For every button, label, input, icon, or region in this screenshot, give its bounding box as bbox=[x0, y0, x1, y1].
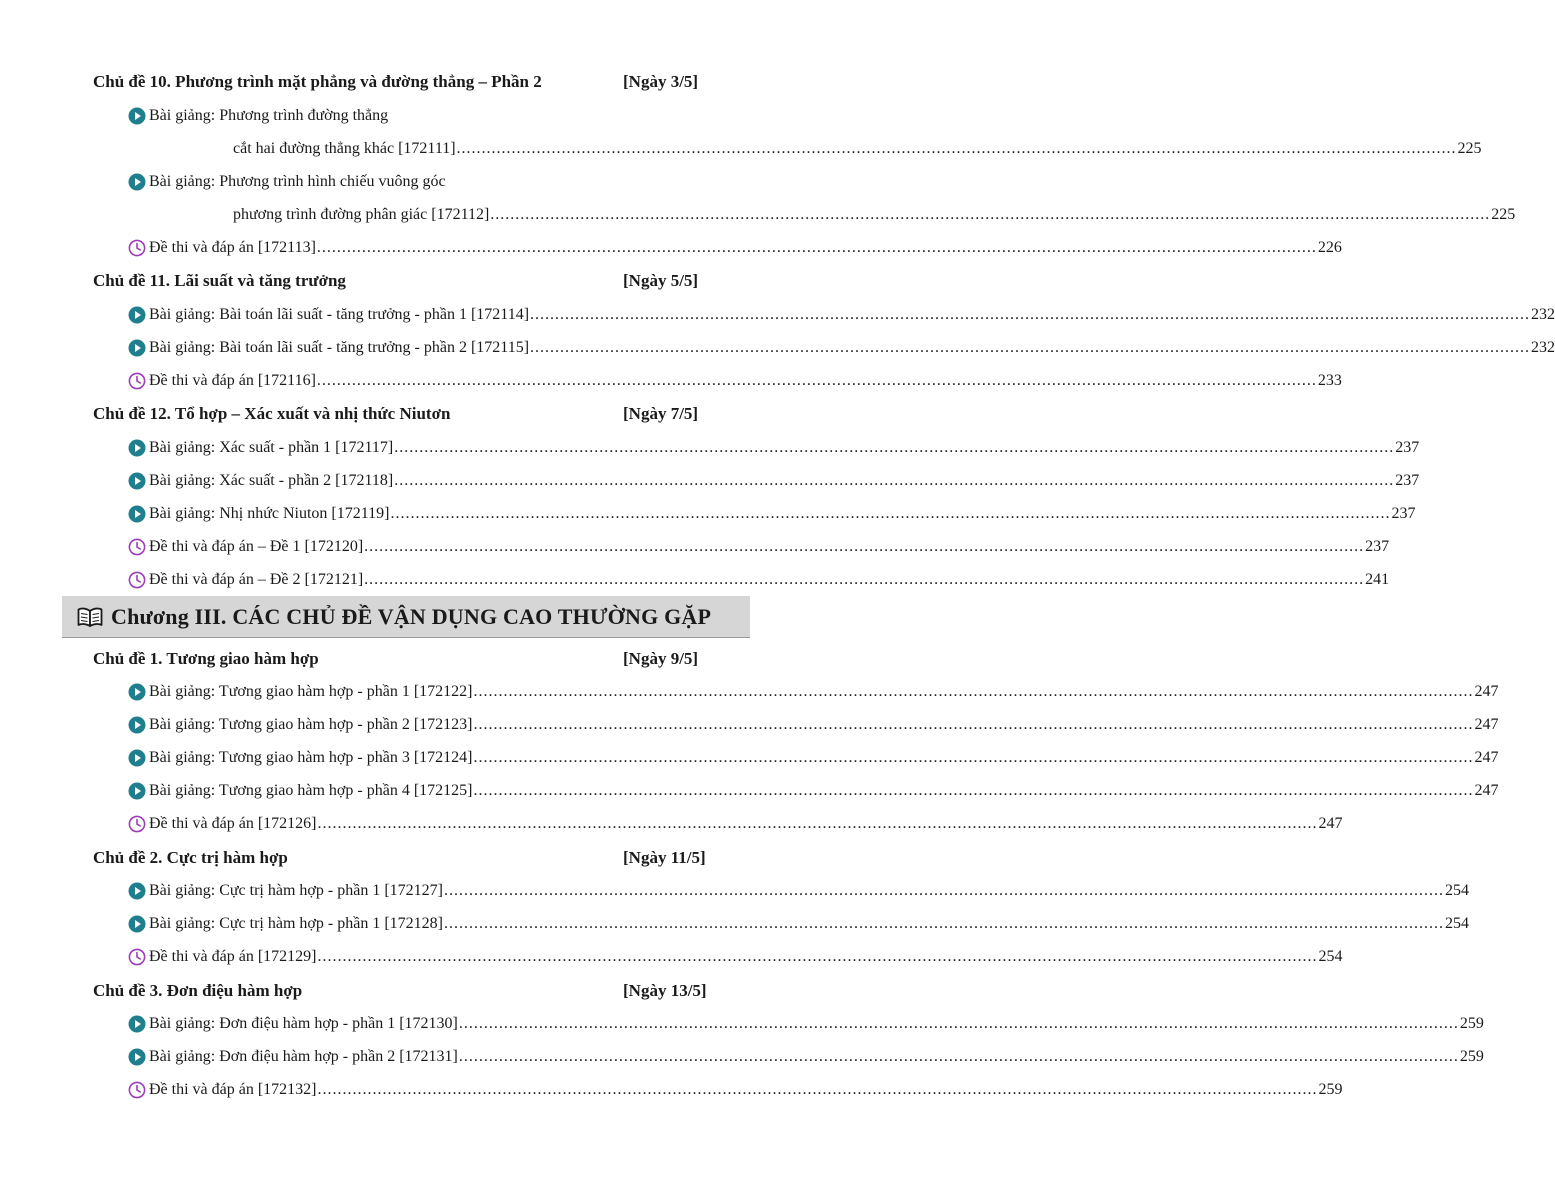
dot-leader: ........................................................................................................................................................................................................ bbox=[317, 1081, 1318, 1098]
clock-icon bbox=[128, 948, 146, 966]
dot-leader: ........................................................................................................................................................................................................ bbox=[317, 948, 1318, 965]
play-circle-icon bbox=[128, 915, 146, 933]
toc-entry-exam[interactable] bbox=[128, 370, 1342, 392]
toc-entry-lecture[interactable] bbox=[128, 470, 1420, 492]
toc-entry-lecture[interactable] bbox=[128, 1046, 1484, 1068]
entry-text: Bài giảng: Tương giao hàm hợp - phần 4 [172125] bbox=[149, 782, 473, 799]
page-number: 259 bbox=[1459, 1015, 1484, 1032]
toc-entry-lecture[interactable] bbox=[128, 503, 1416, 525]
clock-icon bbox=[128, 1081, 146, 1099]
topic-date: [Ngày 3/5] bbox=[623, 72, 699, 91]
topic-title: Chủ đề 11. Lãi suất và tăng trưởng bbox=[93, 271, 346, 290]
entry-text: Bài giảng: Bài toán lãi suất - tăng trưởng - phần 2 [172115] bbox=[149, 339, 530, 356]
dot-leader: ........................................................................................................................................................................................................ bbox=[316, 372, 1317, 389]
toc-entry-exam[interactable] bbox=[128, 1079, 1343, 1101]
play-circle-icon bbox=[128, 339, 146, 357]
toc-entry-lecture[interactable] bbox=[128, 780, 1499, 802]
play-circle-icon bbox=[128, 439, 146, 457]
toc-entry-exam[interactable] bbox=[128, 569, 1390, 591]
topic-date: [Ngày 7/5] bbox=[623, 404, 699, 423]
entry-text: Đề thi và đáp án – Đề 1 [172120] bbox=[149, 538, 364, 555]
page-number: 225 bbox=[1491, 206, 1516, 223]
page-number: 233 bbox=[1317, 372, 1342, 389]
play-circle-icon bbox=[128, 472, 146, 490]
play-circle-icon bbox=[128, 782, 146, 800]
entry-text: Đề thi và đáp án – Đề 2 [172121] bbox=[149, 571, 364, 588]
clock-icon bbox=[128, 571, 146, 589]
page-number: 254 bbox=[1444, 915, 1469, 932]
entry-text: Bài giảng: Đơn điệu hàm hợp - phần 2 [172131] bbox=[149, 1048, 458, 1065]
topic-title: Chủ đề 3. Đơn điệu hàm hợp bbox=[93, 981, 303, 1000]
topic-12-heading bbox=[93, 403, 733, 425]
entry-text: Bài giảng: Cực trị hàm hợp - phần 1 [172127] bbox=[149, 882, 443, 899]
dot-leader: ........................................................................................................................................................................................................ bbox=[364, 538, 1365, 555]
toc-entry-lecture[interactable] bbox=[128, 747, 1499, 769]
topic-10-heading bbox=[93, 71, 733, 93]
dot-leader: ........................................................................................................................................................................................................ bbox=[317, 815, 1318, 832]
play-circle-icon bbox=[128, 173, 146, 191]
topic-2-heading bbox=[93, 847, 733, 869]
chapter-title: Chương III. CÁC CHỦ ĐỀ VẬN DỤNG CAO THƯỜNG GẶP bbox=[111, 603, 712, 629]
page-number: 237 bbox=[1395, 439, 1420, 456]
toc-entry-lecture[interactable] bbox=[128, 105, 528, 127]
page-number: 247 bbox=[1318, 815, 1343, 832]
dot-leader: ........................................................................................................................................................................................................ bbox=[473, 782, 1474, 799]
dot-leader: ........................................................................................................................................................................................................ bbox=[364, 571, 1365, 588]
dot-leader: ........................................................................................................................................................................................................ bbox=[530, 339, 1531, 356]
topic-title: Chủ đề 10. Phương trình mặt phẳng và đường thẳng – Phần 2 bbox=[93, 72, 542, 91]
topic-title: Chủ đề 2. Cực trị hàm hợp bbox=[93, 848, 288, 867]
topic-date: [Ngày 9/5] bbox=[623, 649, 699, 668]
entry-text: Bài giảng: Bài toán lãi suất - tăng trưởng - phần 1 [172114] bbox=[149, 306, 530, 323]
toc-entry-lecture[interactable] bbox=[128, 337, 1555, 359]
entry-text: Bài giảng: Đơn điệu hàm hợp - phần 1 [172130] bbox=[149, 1015, 458, 1032]
toc-entry-lecture[interactable] bbox=[128, 681, 1499, 703]
entry-text: Đề thi và đáp án [172116] bbox=[149, 372, 316, 389]
entry-text: Đề thi và đáp án [172113] bbox=[149, 239, 316, 256]
page-number: 247 bbox=[1474, 716, 1499, 733]
dot-leader: ........................................................................................................................................................................................................ bbox=[443, 915, 1444, 932]
page-number: 237 bbox=[1391, 505, 1416, 522]
dot-leader: ........................................................................................................................................................................................................ bbox=[390, 505, 1391, 522]
page-number: 247 bbox=[1474, 782, 1499, 799]
page-number: 254 bbox=[1444, 882, 1469, 899]
play-circle-icon bbox=[128, 882, 146, 900]
entry-text: Bài giảng: Nhị nhức Niuton [172119] bbox=[149, 505, 390, 522]
dot-leader: ........................................................................................................................................................................................................ bbox=[443, 882, 1444, 899]
dot-leader: ........................................................................................................................................................................................................ bbox=[490, 206, 1491, 223]
topic-1-heading bbox=[93, 648, 733, 670]
topic-date: [Ngày 13/5] bbox=[623, 981, 707, 1000]
topic-3-heading bbox=[93, 980, 733, 1002]
play-circle-icon bbox=[128, 107, 146, 125]
play-circle-icon bbox=[128, 306, 146, 324]
toc-entry-exam[interactable] bbox=[128, 946, 1343, 968]
entry-text: Đề thi và đáp án [172132] bbox=[149, 1081, 317, 1098]
dot-leader: ........................................................................................................................................................................................................ bbox=[530, 306, 1531, 323]
play-circle-icon bbox=[128, 749, 146, 767]
toc-entry-lecture[interactable] bbox=[128, 304, 1555, 326]
play-circle-icon bbox=[128, 716, 146, 734]
page-number: 226 bbox=[1317, 239, 1342, 256]
entry-text: Đề thi và đáp án [172129] bbox=[149, 948, 317, 965]
toc-entry-lecture[interactable] bbox=[128, 437, 1420, 459]
toc-entry-lecture[interactable] bbox=[128, 880, 1469, 902]
dot-leader: ........................................................................................................................................................................................................ bbox=[473, 749, 1474, 766]
toc-entry-exam[interactable] bbox=[128, 536, 1390, 558]
toc-entry-lecture[interactable] bbox=[128, 171, 528, 193]
page-number: 237 bbox=[1365, 538, 1390, 555]
dot-leader: ........................................................................................................................................................................................................ bbox=[394, 472, 1395, 489]
entry-text: Bài giảng: Xác suất - phần 2 [172118] bbox=[149, 472, 394, 489]
page-number: 259 bbox=[1459, 1048, 1484, 1065]
page-number: 247 bbox=[1474, 683, 1499, 700]
page-number: 237 bbox=[1395, 472, 1420, 489]
entry-text: Bài giảng: Tương giao hàm hợp - phần 3 [172124] bbox=[149, 749, 473, 766]
entry-text: phương trình đường phân giác [172112] bbox=[233, 206, 490, 223]
dot-leader: ........................................................................................................................................................................................................ bbox=[456, 140, 1457, 157]
page-number: 225 bbox=[1457, 140, 1482, 157]
entry-text: Bài giảng: Tương giao hàm hợp - phần 2 [172123] bbox=[149, 716, 473, 733]
chapter-3-banner bbox=[62, 596, 750, 638]
entry-text: Đề thi và đáp án [172126] bbox=[149, 815, 317, 832]
entry-text: Bài giảng: Tương giao hàm hợp - phần 1 [172122] bbox=[149, 683, 473, 700]
play-circle-icon bbox=[128, 1015, 146, 1033]
page-number: 241 bbox=[1365, 571, 1390, 588]
play-circle-icon bbox=[128, 1048, 146, 1066]
clock-icon bbox=[128, 372, 146, 390]
play-circle-icon bbox=[128, 505, 146, 523]
clock-icon bbox=[128, 538, 146, 556]
topic-title: Chủ đề 1. Tương giao hàm hợp bbox=[93, 649, 319, 668]
entry-text: Bài giảng: Cực trị hàm hợp - phần 1 [172128] bbox=[149, 915, 443, 932]
toc-entry-continuation[interactable] bbox=[233, 204, 1516, 226]
topic-title: Chủ đề 12. Tổ hợp – Xác xuất và nhị thức Niutơn bbox=[93, 404, 451, 423]
topic-date: [Ngày 11/5] bbox=[623, 848, 706, 867]
toc-entry-lecture[interactable] bbox=[128, 714, 1499, 736]
clock-icon bbox=[128, 815, 146, 833]
dot-leader: ........................................................................................................................................................................................................ bbox=[394, 439, 1395, 456]
dot-leader: ........................................................................................................................................................................................................ bbox=[458, 1015, 1459, 1032]
open-book-icon bbox=[77, 606, 103, 628]
entry-text: Bài giảng: Phương trình đường thẳng bbox=[149, 107, 389, 124]
toc-entry-exam[interactable] bbox=[128, 813, 1343, 835]
page-number: 254 bbox=[1318, 948, 1343, 965]
toc-entry-continuation[interactable] bbox=[233, 138, 1482, 160]
entry-text: Bài giảng: Xác suất - phần 1 [172117] bbox=[149, 439, 394, 456]
page-number: 247 bbox=[1474, 749, 1499, 766]
entry-text: cắt hai đường thẳng khác [172111] bbox=[233, 140, 456, 157]
page-number: 259 bbox=[1318, 1081, 1343, 1098]
clock-icon bbox=[128, 239, 146, 257]
dot-leader: ........................................................................................................................................................................................................ bbox=[473, 716, 1474, 733]
page-number: 232 bbox=[1531, 306, 1555, 323]
dot-leader: ........................................................................................................................................................................................................ bbox=[473, 683, 1474, 700]
play-circle-icon bbox=[128, 683, 146, 701]
toc-entry-lecture[interactable] bbox=[128, 1013, 1484, 1035]
dot-leader: ........................................................................................................................................................................................................ bbox=[316, 239, 1317, 256]
topic-11-heading bbox=[93, 270, 733, 292]
page-number: 232 bbox=[1531, 339, 1555, 356]
topic-date: [Ngày 5/5] bbox=[623, 271, 699, 290]
entry-text: Bài giảng: Phương trình hình chiếu vuông góc bbox=[149, 173, 446, 190]
toc-entry-lecture[interactable] bbox=[128, 913, 1469, 935]
toc-entry-exam[interactable] bbox=[128, 237, 1342, 259]
dot-leader: ........................................................................................................................................................................................................ bbox=[458, 1048, 1459, 1065]
